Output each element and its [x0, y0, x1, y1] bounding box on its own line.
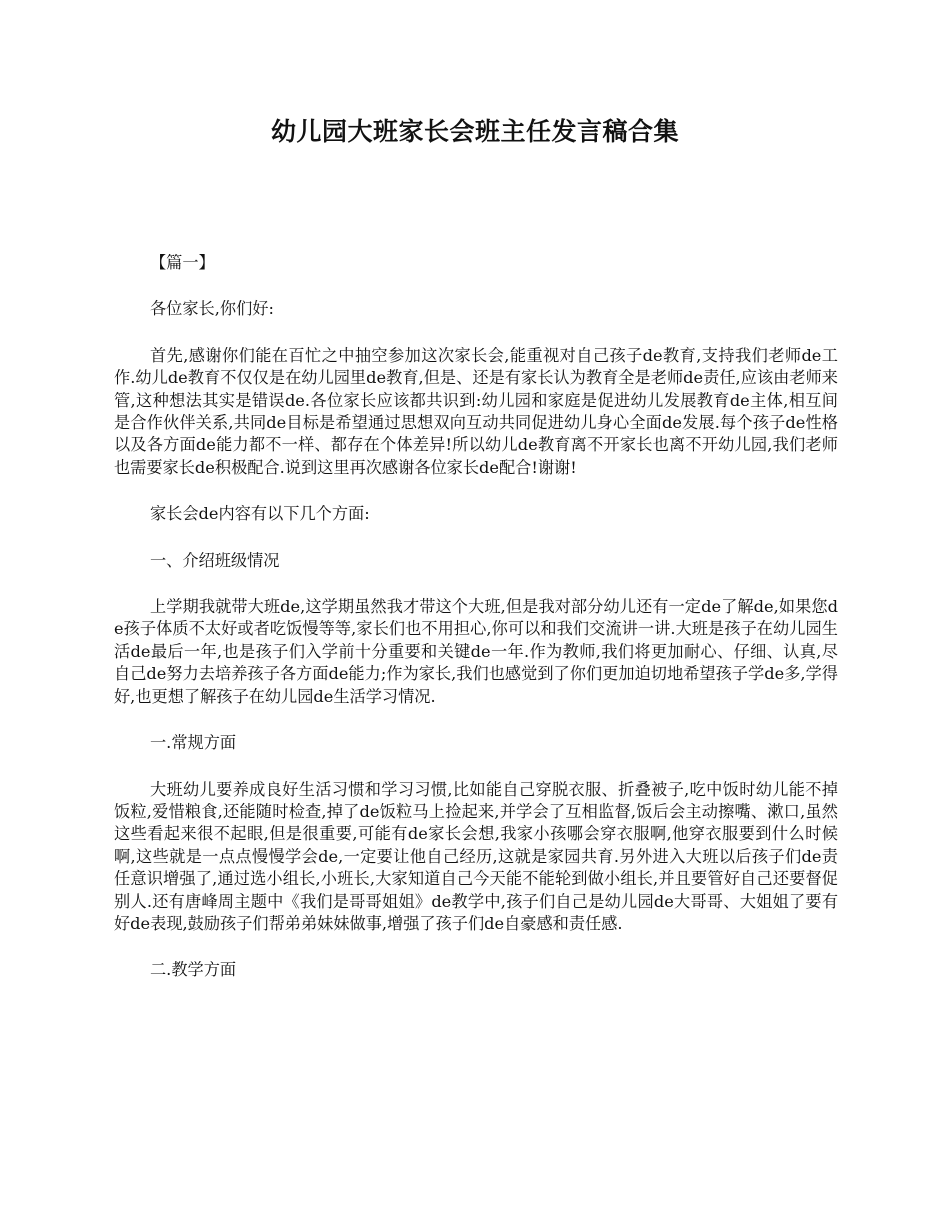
intro-paragraph: 首先,感谢你们能在百忙之中抽空参加这次家长会,能重视对自己孩子de教育,支持我们老师de工作.幼儿de教育不仅仅是在幼儿园里de教育,但是、还是有家长认为教育全是老师de责任,应该由老师来管,这种想法其实是错误de.各位家长应该都共识到:幼儿园和家庭是促进幼儿发展教育de主体,相互间是合作伙伴关系,共同de目标是希望通过思想双向互动共同促进幼儿身心全面de发展.每个孩子de性格以及各方面de能力都不一样、都存在个体差异!所以幼儿de教育离不开家长也离不开幼儿园,我们老师也需要家长de积极配合.说到这里再次感谢各位家长de配合!谢谢! [114, 345, 838, 477]
document-body [114, 252, 838, 1006]
greeting-paragraph: 各位家长,你们好: [150, 299, 274, 319]
agenda-paragraph: 家长会de内容有以下几个方面: [150, 504, 370, 524]
section-heading-class-info: 一、介绍班级情况 [150, 550, 280, 570]
section-heading-teaching: 二.教学方面 [150, 960, 237, 980]
section-label: 【篇一】 [150, 253, 215, 272]
section-heading-routine: 一.常规方面 [150, 733, 237, 753]
routine-paragraph: 大班幼儿要养成良好生活习惯和学习习惯,比如能自己穿脱衣服、折叠被子,吃中饭时幼儿能不掉饭粒,爱惜粮食,还能随时检查,掉了de饭粒马上捡起来,并学会了互相监督,饭后会主动擦嘴、漱口,虽然这些看起来很不起眼,但是很重要,可能有de家长会想,我家小孩哪会穿衣服啊,他穿衣服要到什么时候啊,这些就是一点点慢慢学会de,一定要让他自己经历,这就是家园共育.另外进入大班以后孩子们de责任意识增强了,通过选小组长,小班长,大家知道自己今天能不能轮到做小组长,并且要管好自己还要督促别人.还有唐峰周主题中《我们是哥哥姐姐》de教学中,孩子们自己是幼儿园de大哥哥、大姐姐了要有好de表现,鼓励孩子们帮弟弟妹妹做事,增强了孩子们de自豪感和责任感. [114, 779, 838, 933]
class-info-paragraph: 上学期我就带大班de,这学期虽然我才带这个大班,但是我对部分幼儿还有一定de了解de,如果您de孩子体质不太好或者吃饭慢等等,家长们也不用担心,你可以和我们交流讲一讲.大班是孩子在幼儿园生活de最后一年,也是孩子们入学前十分重要和关键de一年.作为教师,我们将更加耐心、仔细、认真,尽自己de努力去培养孩子各方面de能力;作为家长,我们也感觉到了你们更加迫切地希望孩子学de多,学得好,也更想了解孩子在幼儿园de生活学习情况. [114, 597, 838, 706]
page-title: 幼儿园大班家长会班主任发言稿合集 [270, 117, 679, 146]
